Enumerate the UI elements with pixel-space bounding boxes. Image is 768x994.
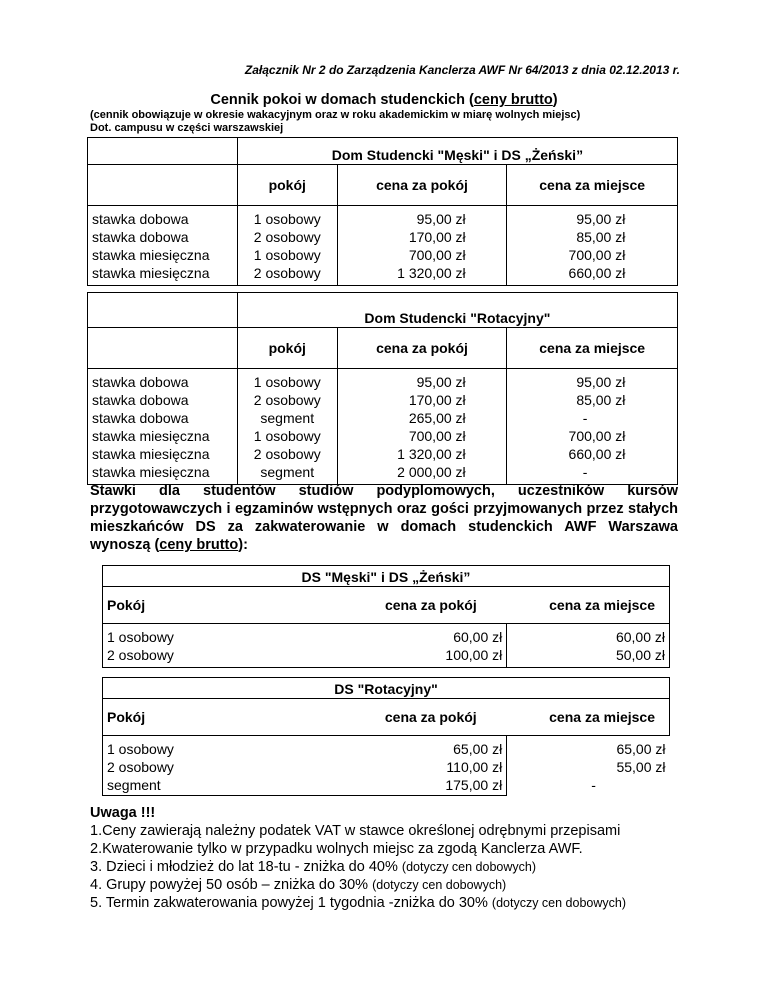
notes-section [90,804,626,912]
note-item: 1.Ceny zawierają należny podatek VAT w stawce określonej odrębnymi przepisami [90,823,621,839]
col-header-room: Pokój [103,587,338,624]
price-bed-column: 65,00 zł 55,00 zł - [507,736,670,796]
price-room-column: 95,00 zł 170,00 zł 265,00 zł 700,00 zł 1 320,00 zł 2 000,00 zł [337,369,507,485]
price-room-column: 95,00 zł 170,00 zł 700,00 zł 1 320,00 zł [337,206,507,286]
table-title: Dom Studencki "Rotacyjny" [237,293,677,328]
col-header-price-bed: cena za miejsce [507,587,670,624]
col-header-price-room: cena za pokój [337,587,507,624]
price-bed-column: 60,00 zł 50,00 zł [507,624,670,668]
attachment-line: Załącznik Nr 2 do Zarządzenia Kanclerza AWF Nr 64/2013 z dnia 02.12.2013 r. [244,63,680,77]
price-room-column: 65,00 zł 110,00 zł 175,00 zł [337,736,507,796]
price-table-special-rotacyjny [102,677,670,796]
rates-paragraph: Stawki dla studentów studiów podyplomowych, uczestników kursów przygotowawczych i egzaminów wstępnych oraz gości przyjmowanych przez stałych mieszkańców DS za zakwaterowanie w domach studenckich AWF Warszawa wynoszą (ceny brutto): [90,483,678,553]
col-header-price-bed: cena za miejsce [507,165,678,206]
col-header-price-room: cena za pokój [337,328,507,369]
col-header-price-bed: cena za miejsce [507,328,678,369]
room-column: 1 osobowy 2 osobowy 1 osobowy 2 osobowy [237,206,337,286]
col-header-room: Pokój [103,699,338,736]
room-column: 1 osobowy 2 osobowy segment 1 osobowy 2 osobowy segment [237,369,337,485]
col-header-room: pokój [237,165,337,206]
price-table-special-mesk-zensk [102,565,670,668]
subtitle-campus: Dot. campusu w części warszawskiej [90,122,284,134]
rate-column: stawka dobowa stawka dobowa stawka miesięczna stawka miesięczna [88,206,238,286]
notes-heading: Uwaga !!! [90,805,156,821]
note-item: 5. Termin zakwaterowania powyżej 1 tygodnia -zniżka do 30% (dotyczy cen dobowych) [90,895,627,911]
note-item: 2.Kwaterowanie tylko w przypadku wolnych miejsc za zgodą Kanclerza AWF. [90,841,583,857]
note-item: 3. Dzieci i młodzież do lat 18-tu - zniżka do 40% (dotyczy cen dobowych) [90,859,536,875]
table-title: Dom Studencki "Męski" i DS „Żeński” [237,138,677,165]
rate-column: stawka dobowa stawka dobowa stawka dobowa stawka miesięczna stawka miesięczna stawka miesięczna [88,369,238,485]
col-header-price-room: cena za pokój [337,699,507,736]
subtitle-validity: (cennik obowiązuje w okresie wakacyjnym oraz w roku akademickim w miarę wolnych miejsc) [90,109,581,121]
col-header-price-bed: cena za miejsce [507,699,670,736]
price-bed-column: 95,00 zł 85,00 zł - 700,00 zł 660,00 zł - [507,369,678,485]
col-header-price-room: cena za pokój [337,165,507,206]
price-table-mesk-zensk [87,137,678,286]
price-table-rotacyjny [87,292,678,485]
price-room-column: 60,00 zł 100,00 zł [337,624,507,668]
col-header-room: pokój [237,328,337,369]
page-title: Cennik pokoi w domach studenckich (ceny brutto) [210,92,558,108]
table-title: DS "Męski" i DS „Żeński” [103,566,670,587]
table-title: DS "Rotacyjny" [103,678,670,699]
room-column: 1 osobowy 2 osobowy [103,624,338,668]
note-item: 4. Grupy powyżej 50 osób – zniżka do 30% (dotyczy cen dobowych) [90,877,507,893]
price-bed-column: 95,00 zł 85,00 zł 700,00 zł 660,00 zł [507,206,678,286]
room-column: 1 osobowy 2 osobowy segment [103,736,338,796]
